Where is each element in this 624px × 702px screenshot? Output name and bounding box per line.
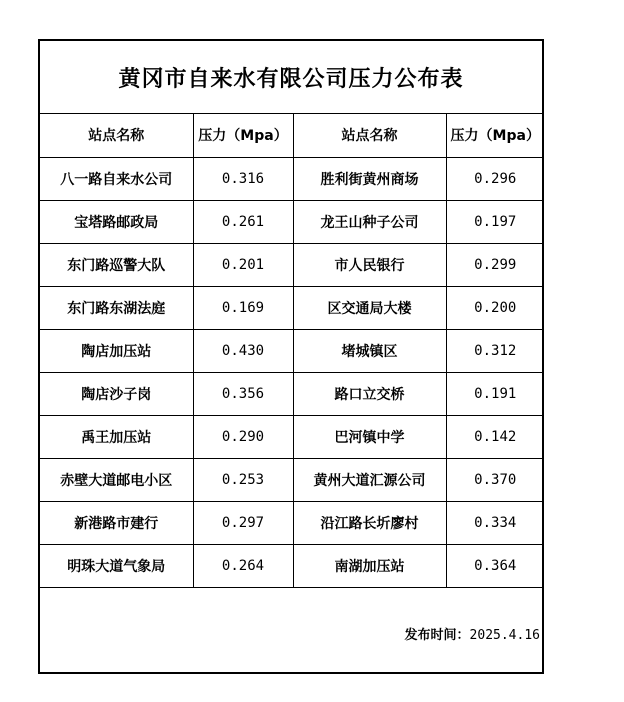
pressure-value-cell: 0.356 <box>193 372 293 415</box>
station-name-cell: 路口立交桥 <box>293 372 446 415</box>
pressure-value-cell: 0.430 <box>193 329 293 372</box>
table-row <box>40 501 544 544</box>
pressure-value-cell: 0.253 <box>193 458 293 501</box>
pressure-value-cell: 0.299 <box>446 243 544 286</box>
table-header-row <box>40 114 544 157</box>
publish-time <box>405 624 540 643</box>
pressure-table <box>40 114 544 588</box>
pressure-value-cell: 0.364 <box>446 544 544 587</box>
station-name-cell: 八一路自来水公司 <box>40 157 193 200</box>
publish-date: 2025.4.16 <box>469 627 540 643</box>
station-name-cell: 禹王加压站 <box>40 415 193 458</box>
table-row <box>40 286 544 329</box>
station-name-cell: 龙王山种子公司 <box>293 200 446 243</box>
pressure-value-cell: 0.370 <box>446 458 544 501</box>
station-name-cell: 巴河镇中学 <box>293 415 446 458</box>
pressure-value-cell: 0.169 <box>193 286 293 329</box>
station-name-cell: 胜利街黄州商场 <box>293 157 446 200</box>
station-name-cell: 黄州大道汇源公司 <box>293 458 446 501</box>
header-pressure-right: 压力（Mpa） <box>446 114 544 157</box>
table-row <box>40 372 544 415</box>
header-station-right: 站点名称 <box>293 114 446 157</box>
table-row <box>40 200 544 243</box>
table-row <box>40 415 544 458</box>
page-title: 黄冈市自来水有限公司压力公布表 <box>40 41 542 114</box>
table-body <box>40 157 544 587</box>
station-name-cell: 南湖加压站 <box>293 544 446 587</box>
pressure-value-cell: 0.312 <box>446 329 544 372</box>
station-name-cell: 新港路市建行 <box>40 501 193 544</box>
pressure-value-cell: 0.201 <box>193 243 293 286</box>
table-row <box>40 458 544 501</box>
header-station-left: 站点名称 <box>40 114 193 157</box>
pressure-report-sheet <box>38 39 544 674</box>
pressure-value-cell: 0.316 <box>193 157 293 200</box>
pressure-value-cell: 0.142 <box>446 415 544 458</box>
footer <box>40 588 542 674</box>
pressure-value-cell: 0.197 <box>446 200 544 243</box>
station-name-cell: 明珠大道气象局 <box>40 544 193 587</box>
table-row <box>40 157 544 200</box>
station-name-cell: 陶店沙子岗 <box>40 372 193 415</box>
table-row <box>40 544 544 587</box>
station-name-cell: 堵城镇区 <box>293 329 446 372</box>
station-name-cell: 东门路东湖法庭 <box>40 286 193 329</box>
publish-time-label: 发布时间： <box>404 627 470 643</box>
header-pressure-left: 压力（Mpa） <box>193 114 293 157</box>
station-name-cell: 赤壁大道邮电小区 <box>40 458 193 501</box>
pressure-value-cell: 0.200 <box>446 286 544 329</box>
station-name-cell: 宝塔路邮政局 <box>40 200 193 243</box>
station-name-cell: 市人民银行 <box>293 243 446 286</box>
pressure-value-cell: 0.334 <box>446 501 544 544</box>
station-name-cell: 东门路巡警大队 <box>40 243 193 286</box>
table-row <box>40 329 544 372</box>
pressure-value-cell: 0.191 <box>446 372 544 415</box>
pressure-value-cell: 0.297 <box>193 501 293 544</box>
pressure-value-cell: 0.264 <box>193 544 293 587</box>
station-name-cell: 陶店加压站 <box>40 329 193 372</box>
station-name-cell: 区交通局大楼 <box>293 286 446 329</box>
table-row <box>40 243 544 286</box>
pressure-value-cell: 0.296 <box>446 157 544 200</box>
pressure-value-cell: 0.290 <box>193 415 293 458</box>
station-name-cell: 沿江路长圻廖村 <box>293 501 446 544</box>
pressure-value-cell: 0.261 <box>193 200 293 243</box>
